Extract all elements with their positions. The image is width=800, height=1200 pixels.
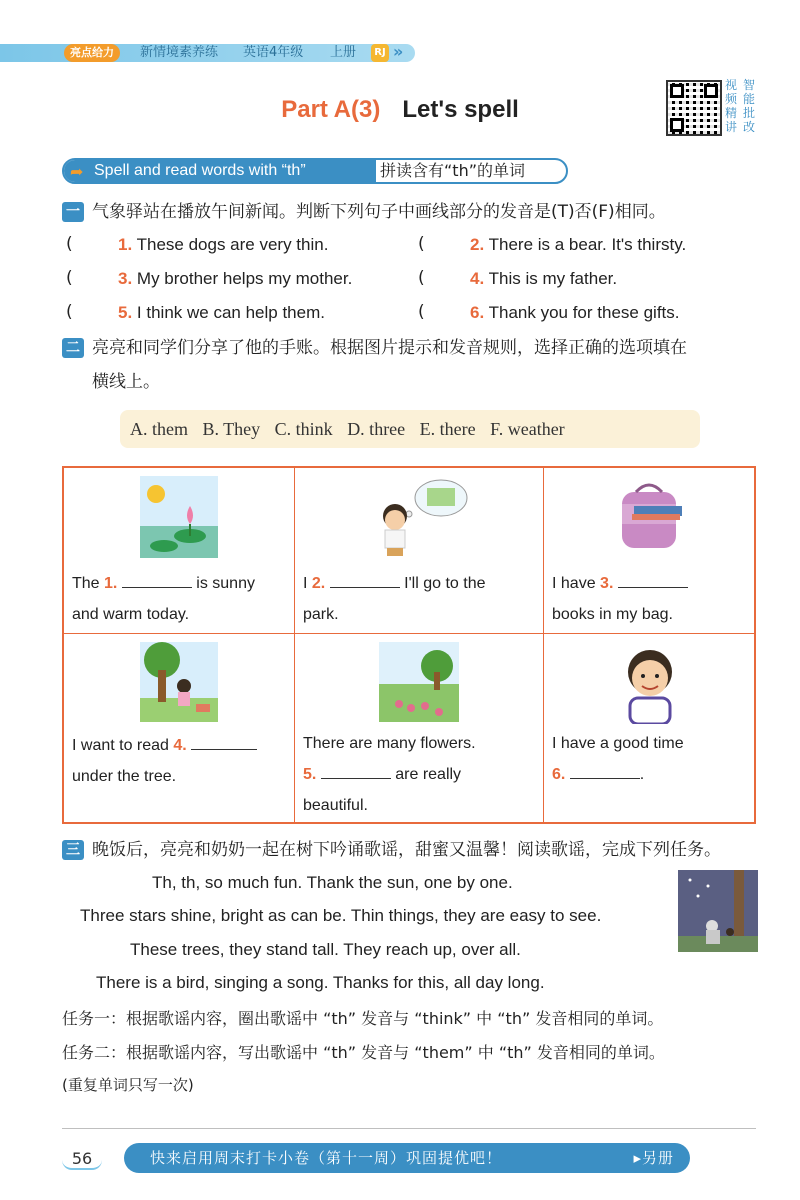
lotus-pond-picture bbox=[140, 476, 218, 558]
section1-instruction: 气象驿站在播放午间新闻。判断下列句子中画线部分的发音是(T)否(F)相同。 bbox=[92, 202, 666, 222]
task-2: 任务二：根据歌谣内容，写出歌谣中 “th” 发音与 “them” 中 “th” 发音相同的单词。 bbox=[62, 1043, 665, 1062]
series-name: 新情境素养练 bbox=[140, 45, 219, 60]
poem-line-3: These trees, they stand tall. They reach up, over all. bbox=[130, 940, 521, 959]
task-note: (重复单词只写一次) bbox=[62, 1076, 194, 1094]
section-number: 一 bbox=[62, 202, 84, 222]
page-number: 56 bbox=[62, 1148, 102, 1170]
option-e: E. there bbox=[419, 419, 476, 439]
volume-label: 上册 bbox=[330, 45, 357, 60]
footer-banner bbox=[124, 1143, 690, 1173]
option-f: F. weather bbox=[490, 419, 565, 439]
smiling-boy-picture bbox=[620, 646, 680, 724]
question-6: 6. Thank you for these gifts. bbox=[470, 303, 680, 322]
cell-2-text: I 2. I'll go to the park. bbox=[303, 575, 486, 623]
edition-badge: RJ bbox=[371, 44, 389, 62]
section3-instruction: 晚饭后，亮亮和奶奶一起在树下吟诵歌谣，甜蜜又温馨！阅读歌谣，完成下列任务。 bbox=[92, 840, 721, 860]
journal-cell-2 bbox=[295, 468, 544, 634]
question-5: 5. I think we can help them. bbox=[118, 303, 325, 322]
cell-3-text: I have 3. books in my bag. bbox=[552, 568, 750, 630]
cell-5-text: There are many flowers. 5. are really beautiful. bbox=[303, 735, 476, 814]
question-2: 2. There is a bear. It's thirsty. bbox=[470, 235, 687, 254]
night-tree-picture bbox=[678, 870, 758, 952]
workbook-page: 亮点给力 新情境素养练 英语4年级 上册 RJ » Part A(3) Let's spell 视 智 频 能 精 批 讲 改 ➦ Spell and read words with “th” 拼读含有“th”的单词 一 气象驿站在播放午间新闻。判断下列句子中画线部分的发音是(T)否(F)相同。 ( 1. These dogs are very thin. ( 2. There is a bear. It's thirsty. ( 3. My brother helps my mother. ( 4. This is my father. ( 5. I think we can help them. ( 6. Thank you for these gifts. 二 亮亮和同学们分享了他的手账。根据图片提示和发音规则，选择正确的选项填在 横线上。 A. them B. They C. think D. three E. there F. weather The 1. is sunny and warm today. I 2. I'll go to the park. I have 3. books in my bag. I want to read 4. under the tree. There are many flowers. 5. are really beautiful. I have a good time 6. . 三 晚饭后，亮亮和奶奶一起在树下吟诵歌谣，甜蜜又温馨！阅读歌谣，完成下列任务。 Th, th, so much fun. Thank the sun, one by one. Three stars shine, bright as can be. Thin things, they are easy to see. These trees, they stand tall. They reach up, over all. There is a bird, singing a song. Thanks for this, all day long. 任务一：根据歌谣内容，圈出歌谣中 “th” 发音与 “think” 中 “th” 发音相同的单词。 任务二：根据歌谣内容，写出歌谣中 “th” 发音与 “them” 中 “th” 发音相同的单词。 (重复单词只写一次) 56 快来启用周末打卡小卷（第十一周）巩固提优吧！ ▸另册 bbox=[0, 0, 800, 1200]
boy-thinking-picture bbox=[379, 476, 469, 558]
curved-arrow-icon: ➦ bbox=[70, 164, 84, 181]
journal-cell-1 bbox=[64, 468, 295, 634]
option-c: C. think bbox=[274, 419, 333, 439]
poem-line-2: Three stars shine, bright as can be. Thin things, they are easy to see. bbox=[80, 906, 602, 925]
footer-message: 快来启用周末打卡小卷（第十一周）巩固提优吧！ bbox=[150, 1149, 503, 1167]
subject-grade: 英语4年级 bbox=[243, 45, 304, 60]
blank-6[interactable] bbox=[570, 765, 640, 779]
qr-label: 视 智 频 能 精 批 讲 改 bbox=[724, 78, 755, 134]
blank-3[interactable] bbox=[618, 574, 688, 588]
title-part: Part A(3) bbox=[281, 96, 381, 123]
footer-divider bbox=[62, 1128, 756, 1129]
poem-line-1: Th, th, so much fun. Thank the sun, one by one. bbox=[152, 873, 513, 892]
girl-reading-picture bbox=[140, 642, 218, 722]
option-d: D. three bbox=[347, 419, 406, 439]
blank-1[interactable] bbox=[122, 574, 192, 588]
cell-1-text: The 1. is sunny and warm today. bbox=[72, 575, 255, 623]
cell-6-text: I have a good time 6. . bbox=[552, 735, 684, 783]
question-3: 3. My brother helps my mother. bbox=[118, 269, 353, 288]
option-b: B. They bbox=[202, 419, 261, 439]
double-chevron-icon: » bbox=[393, 42, 400, 61]
poem-line-4: There is a bird, singing a song. Thanks for this, all day long. bbox=[96, 973, 545, 992]
blank-2[interactable] bbox=[330, 574, 400, 588]
section-number: 二 bbox=[62, 338, 84, 358]
task-1: 任务一：根据歌谣内容，圈出歌谣中 “th” 发音与 “think” 中 “th” 发音相同的单词。 bbox=[62, 1009, 664, 1028]
section-number: 三 bbox=[62, 840, 84, 860]
question-1: 1. These dogs are very thin. bbox=[118, 235, 329, 254]
answer-options bbox=[120, 410, 700, 448]
schoolbag-picture bbox=[612, 482, 688, 554]
journal-cell-3 bbox=[544, 468, 756, 634]
section2-instruction-line2: 横线上。 bbox=[92, 372, 160, 392]
blank-4[interactable] bbox=[191, 736, 257, 750]
question-4: 4. This is my father. bbox=[470, 269, 618, 288]
section2-instruction-line1: 亮亮和同学们分享了他的手账。根据图片提示和发音规则，选择正确的选项填在 bbox=[92, 338, 687, 358]
footer-tag: ▸另册 bbox=[633, 1149, 674, 1167]
banner-english: Spell and read words with “th” bbox=[94, 162, 306, 179]
title-name: Let's spell bbox=[402, 96, 519, 123]
brand-logo: 亮点给力 bbox=[64, 44, 120, 62]
journal-cell-6 bbox=[544, 634, 756, 822]
journal-cell-4 bbox=[64, 634, 295, 822]
option-a: A. them bbox=[130, 419, 188, 439]
journal-grid bbox=[62, 466, 756, 824]
section-banner bbox=[62, 158, 568, 184]
blank-5[interactable] bbox=[321, 765, 391, 779]
banner-chinese: 拼读含有“th”的单词 bbox=[380, 161, 525, 180]
qr-code-icon[interactable] bbox=[666, 80, 722, 136]
cell-4-text: I want to read 4. under the tree. bbox=[72, 730, 288, 792]
journal-cell-5 bbox=[295, 634, 544, 822]
flowers-picture bbox=[379, 642, 459, 722]
